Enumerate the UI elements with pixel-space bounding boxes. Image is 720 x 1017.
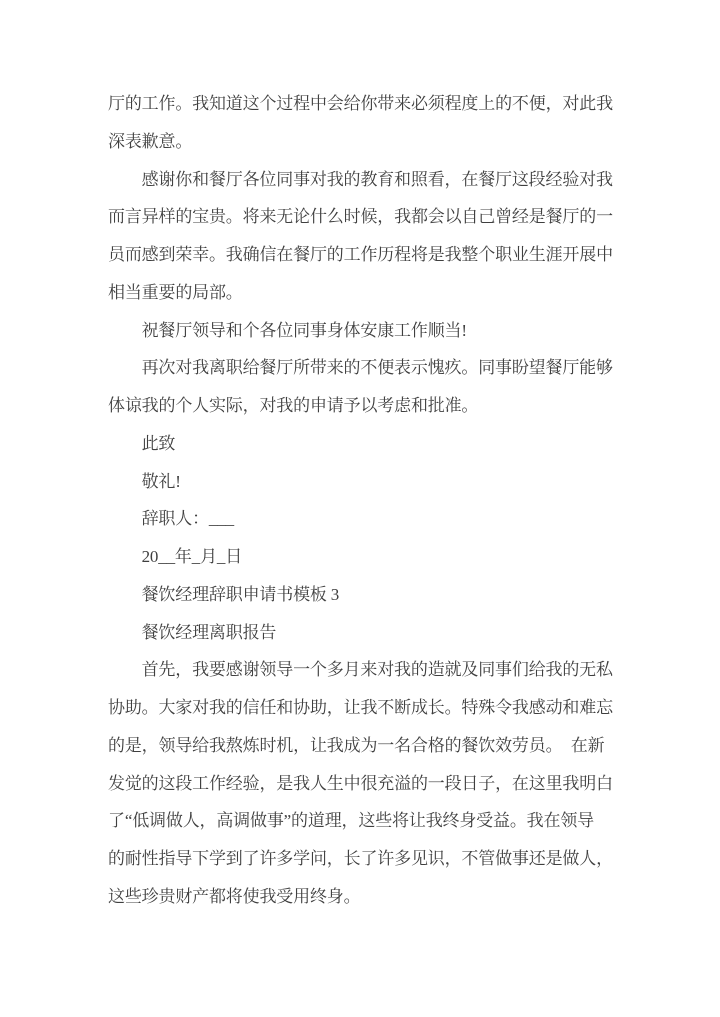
text-line: 首先，我要感谢领导一个多月来对我的造就及同事们给我的无私 bbox=[141, 660, 613, 680]
text-line: 敬礼! bbox=[141, 471, 181, 491]
text-line: 发觉的这段工作经验，是我人生中很充溢的一段日子，在这里我明白 bbox=[108, 773, 613, 793]
text-line: 餐饮经理辞职申请书模板 3 bbox=[141, 584, 340, 604]
text-line: 此致 bbox=[141, 433, 176, 453]
text-line: 员而感到荣幸。我确信在餐厅的工作历程将是我整个职业生涯开展中 bbox=[108, 245, 613, 264]
text-line: 深表歉意。 bbox=[108, 131, 193, 151]
text-line: 餐饮经理离职报告 bbox=[141, 622, 277, 642]
text-line: 的耐性指导下学到了许多学问，长了许多见识，不管做事还是做人， bbox=[108, 849, 613, 868]
text-line: 感谢你和餐厅各位同事对我的教育和照看，在餐厅这段经验对我 bbox=[141, 169, 613, 189]
text-line: 这些珍贵财产都将使我受用终身。 bbox=[108, 886, 361, 906]
document-body bbox=[108, 85, 616, 916]
text-line: 厅的工作。我知道这个过程中会给你带来必须程度上的不便，对此我 bbox=[108, 94, 613, 113]
text-line: 相当重要的局部。 bbox=[108, 282, 243, 302]
text-line: 协助。大家对我的信任和协助，让我不断成长。特殊令我感动和难忘 bbox=[108, 698, 613, 717]
text-line: 体谅我的个人实际，对我的申请予以考虑和批准。 bbox=[108, 396, 479, 415]
text-line: 辞职人：___ bbox=[141, 509, 234, 529]
text-line: 了“低调做人，高调做事”的道理，这些将让我终身受益。我在领导 bbox=[108, 811, 594, 831]
text-line: 再次对我离职给餐厅所带来的不便表示愧疚。同事盼望餐厅能够 bbox=[141, 358, 613, 378]
text-line: 而言异样的宝贵。将来无论什么时候，我都会以自己曾经是餐厅的一 bbox=[108, 207, 613, 227]
text-line: 祝餐厅领导和个各位同事身体安康工作顺当! bbox=[141, 320, 467, 340]
text-line: 的是，领导给我熬炼时机，让我成为一名合格的餐饮效劳员。 在新 bbox=[108, 735, 605, 755]
text-line: 20__年_月_日 bbox=[141, 547, 243, 566]
